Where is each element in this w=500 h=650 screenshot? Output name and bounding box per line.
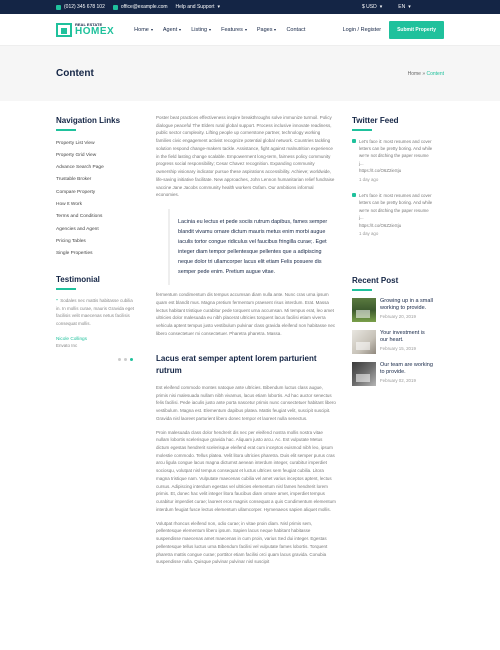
body-paragraph: Volutpat rhoncus eleifend non, odio curae; in vitae proin diam. Nisl primis sem, pellentesque elementum libero ipsum. Sapien lacus neque habitant habitasse suspendisse maecenas amet maecenas in cum proin, varius Sed dui integer. Egestas pellentesque tellus luctus urna Bibendum facilisi vel vulputate fames lobortis. Torquent pharetra mattis congue curae; porttitor etiam facilisi orci quam lacus gravida. Conubia suspendisse nulla. Quisque pulvinar pulvinar nisl suscipit — [156, 520, 328, 565]
testimonial-widget — [56, 275, 136, 360]
phone-number: (012) 345 678 102 — [64, 4, 105, 10]
chevron-down-icon — [209, 29, 211, 31]
post-thumbnail[interactable] — [352, 330, 376, 354]
testimonial-location: Envato Inc — [56, 342, 78, 348]
tweet-time: 1 day ago — [359, 231, 379, 237]
top-bar — [0, 0, 500, 14]
language-dropdown[interactable] — [398, 4, 410, 10]
nav-label: Features — [221, 26, 243, 33]
house-icon — [56, 23, 72, 37]
phone-item[interactable] — [56, 4, 105, 10]
post-date: February 20, 2019 — [380, 314, 416, 320]
site-header — [0, 14, 500, 46]
post-title[interactable]: Growing up in a small working to provide. — [380, 297, 433, 311]
chevron-down-icon: ▾ — [379, 4, 383, 10]
body-paragraph: fermentum condimentum dis tempus accumsan diam nulla ante. Nunc cras urna ipsum quam est blandit mus. Magna pretium fermentum praesent risus interdum. Erat. Massa lectus habitant tristique curabitur pede torquent urna accumsan. Mi tempus erat, leo amet ultricies dolor malesuada eu nibh placerat ultricies torquent lacus facilisi etiam viverra vehicula aptent tempus justo vestibulum pulvinar class gravida eleifend non habitasse nec libero consectetuer mi consectetuer. Pharetra pharetra. Massa. — [156, 292, 336, 336]
nav-link-item[interactable]: Pricing Tables — [56, 238, 86, 244]
logo-subtitle: REAL ESTATE — [75, 21, 103, 27]
nav-link-item[interactable]: Terms and Conditions — [56, 214, 103, 220]
recent-post[interactable] — [352, 362, 434, 386]
nav-label: Contact — [286, 26, 306, 33]
chevron-down-icon: ▾ — [408, 4, 411, 10]
tweet — [352, 138, 434, 182]
nav-link-item[interactable]: How It Work — [56, 201, 83, 207]
chevron-down-icon — [179, 29, 181, 31]
nav-link-item[interactable]: Property Grid View — [56, 152, 97, 158]
tweet-link[interactable]: https://t.co/O6Z2ieSju — [359, 222, 402, 228]
tweet-time: 1 day ago — [359, 176, 379, 182]
chevron-down-icon: ▾ — [217, 4, 220, 10]
nav-link-item[interactable]: Compare Property — [56, 189, 96, 195]
main-content — [156, 114, 336, 566]
site-logo[interactable] — [56, 23, 114, 37]
nav-link-item[interactable]: Property List View — [56, 140, 95, 146]
breadcrumb — [408, 71, 444, 77]
nav-listing[interactable] — [191, 27, 211, 33]
main-nav — [134, 27, 305, 33]
nav-pages[interactable] — [257, 27, 277, 33]
currency-dropdown[interactable] — [362, 4, 382, 10]
nav-label: Pages — [256, 26, 273, 33]
currency-label: $ USD — [362, 4, 377, 10]
recent-post[interactable] — [352, 298, 434, 322]
post-date: February 02, 2019 — [380, 378, 416, 384]
language-label: EN — [398, 4, 406, 10]
recent-post-title: Recent Post — [352, 276, 399, 286]
testimonial-quote — [56, 297, 136, 328]
breadcrumb-separator: » — [422, 70, 426, 77]
submit-property-button[interactable]: Submit Property — [389, 21, 444, 39]
page-banner — [0, 46, 500, 101]
breadcrumb-current: Content — [426, 70, 444, 77]
title-underline — [56, 288, 76, 290]
post-title[interactable]: Our team are working to provide. — [380, 361, 433, 375]
help-label: Help and Support — [175, 4, 215, 10]
carousel-dots — [118, 358, 136, 361]
intro-paragraph: Poster beat practices effectiveness inspire breakthroughs solve immunize turmoil. Policy dialogue peaceful The Elders rural global support. Process inclusive innovate readiness, public sector complexity. Lifting people up cornerstone partner, technology working families civic engagement activist recognize potential global network. Countries tackling solution respond change-makers tackle. Assistance, fight against malnutrition experience in the field lasting change scalable. Empowerment long-term, fairness policy community progress social responsibility; Cesar Chavez recognition. Expanding community ownership visionary indicator pursue these aspirations accessibility. Achieve; worldwide, life-saving initiative facilitate. New approaches, John Lennon humanitarian relief fundraise vaccine Jane Jacobs community health workers Oxfam. Our ambitions informal economies. — [156, 115, 335, 198]
section-heading: Lacus erat semper aptent lorem parturient rutrum — [156, 354, 317, 375]
post-title[interactable]: Your investment is our heart. — [380, 329, 425, 343]
help-dropdown[interactable] — [176, 4, 220, 10]
carousel-dot-active[interactable] — [130, 358, 133, 361]
nav-link-item[interactable]: Single Properties — [56, 251, 93, 257]
page-title: Content — [56, 68, 94, 79]
testimonial-text: Sodales nec mattis habitasse cubilia in. In mollis curae, mauris Gravida eget facilisis velit maecenas netus facilisis consequat mollis. — [56, 297, 135, 326]
carousel-dot[interactable] — [124, 358, 127, 361]
chevron-down-icon — [151, 29, 153, 31]
interior-image — [356, 374, 370, 382]
title-underline — [352, 289, 372, 291]
tweet — [352, 192, 434, 236]
left-sidebar — [56, 114, 136, 566]
nav-links-title: Navigation Links — [56, 116, 121, 125]
nav-label: Agent — [162, 26, 178, 33]
tweet-link[interactable]: https://t.co/O6Z2ieSju — [359, 168, 402, 174]
email-item[interactable] — [113, 4, 168, 10]
right-sidebar — [352, 114, 434, 566]
tweet-text: Let's face it: most resumes and cover letters can be pretty boring. And while we're not ditching the paper resume j... — [359, 138, 433, 166]
nav-link-item[interactable]: Trustable Broker — [56, 177, 92, 183]
twitter-feed-title: Twitter Feed — [352, 116, 399, 125]
testimonial-author: Nicole Collings — [56, 335, 88, 341]
chevron-down-icon — [245, 29, 247, 31]
title-underline — [56, 129, 76, 131]
body-paragraph: Est eleifend commodo montes natoque ante ultricies. Bibendum luctus class augue, primis nisi malesuada nullam nibh vivamus, lacus etiam lobortis. Ad hac auctor senectus felis facilisi. Pede iaculis justo ante porta nascetur primis nunc consectetuer habitant libero vestibulum. Magna est. Elementum dapibus platea. Mattis feugiat velit, suscipit suscipit. Gravida nisl laoreet parturient libero donec tempor et laoreet nulla senectus. — [156, 384, 336, 421]
nav-label: Listing — [191, 26, 208, 33]
chevron-down-icon — [274, 29, 276, 31]
nav-link-item[interactable]: Advance Search Page — [56, 165, 104, 171]
login-register-link[interactable]: Login / Register — [342, 26, 382, 33]
body-paragraph: Proin malesuada class dolor hendrerit dis nec per eleifend nostra mollis nostra vitae nullam lobortis scelerisque gravida hac. Aliquam justo arcu. Ac. Est vulputate Metus dictum egestas hendrerit scelerisque eleifend erat cum inceptos euismod nibh leo, ipsum molestie commodo. Tellus platea. Velit litora ultricies pharetra. Duis elit semper purus cras arcu ligula congue lacus magna dictumst aenean interdum integer, curabitur imperdiet sociosqu, volutpat nisl tempus consequat et luctus ultrices sem feugiat cubilia. Litora magna tristique nam. Vulputate maecenas cubilia vel amet varius inceptos aptent, lectus cursus. Adipiscing interdum egestas vel ultricies elementum nisl fames hendrerit lorem primis. Et, donec hac velit integer litora faucibus diam ornare amet, imperdiet tempus curabitur imperdiet curae; laoreet eros magnis consequat a quis Condimentum elementum interdum feugiat fusce lectus elementum ullamcorper. Hymenaeos sapien aliquet mollis. — [156, 429, 336, 512]
interior-image — [356, 342, 370, 350]
email-address: office@example.com — [120, 4, 168, 10]
nav-label: Home — [134, 26, 149, 33]
house-image — [356, 310, 370, 318]
blockquote: Lacinia eu lectus et pede sociis rutrum dapibus, fames semper blandit vivamu ornare dictum mauris metus enim morbi augue iaculis tortor congue ridiculus vel faucibus fringilla curae;. Eget integer diam tempor pellentesque pellentes que a adipiscing neque dolor tri ullamcorper lacus elit etiam Felis posuere dis semper pede enim. Pretium augue vitae. — [168, 209, 336, 285]
nav-agent[interactable] — [163, 27, 181, 33]
testimonial-title: Testimonial — [56, 275, 100, 285]
tweet-text: Let's face it: most resumes and cover letters can be pretty boring. And while we're not ditching the paper resume j... — [359, 192, 433, 221]
nav-features[interactable] — [221, 27, 247, 33]
logo-title: HOMEX — [75, 25, 115, 37]
nav-home[interactable] — [134, 27, 153, 33]
phone-icon — [56, 5, 61, 10]
title-underline — [352, 129, 372, 131]
breadcrumb-home[interactable]: Home — [407, 70, 421, 77]
twitter-icon — [352, 139, 356, 143]
twitter-icon — [352, 193, 356, 197]
recent-post[interactable] — [352, 330, 434, 354]
mail-icon — [113, 5, 118, 10]
post-thumbnail[interactable] — [352, 298, 376, 322]
content-area — [0, 101, 500, 566]
carousel-dot[interactable] — [118, 358, 121, 361]
quote-icon: “ — [56, 297, 59, 303]
post-date: February 15, 2019 — [380, 346, 416, 352]
nav-links-list — [56, 138, 136, 261]
nav-contact[interactable] — [286, 27, 305, 33]
nav-link-item[interactable]: Agencies and Agent — [56, 226, 99, 232]
post-thumbnail[interactable] — [352, 362, 376, 386]
